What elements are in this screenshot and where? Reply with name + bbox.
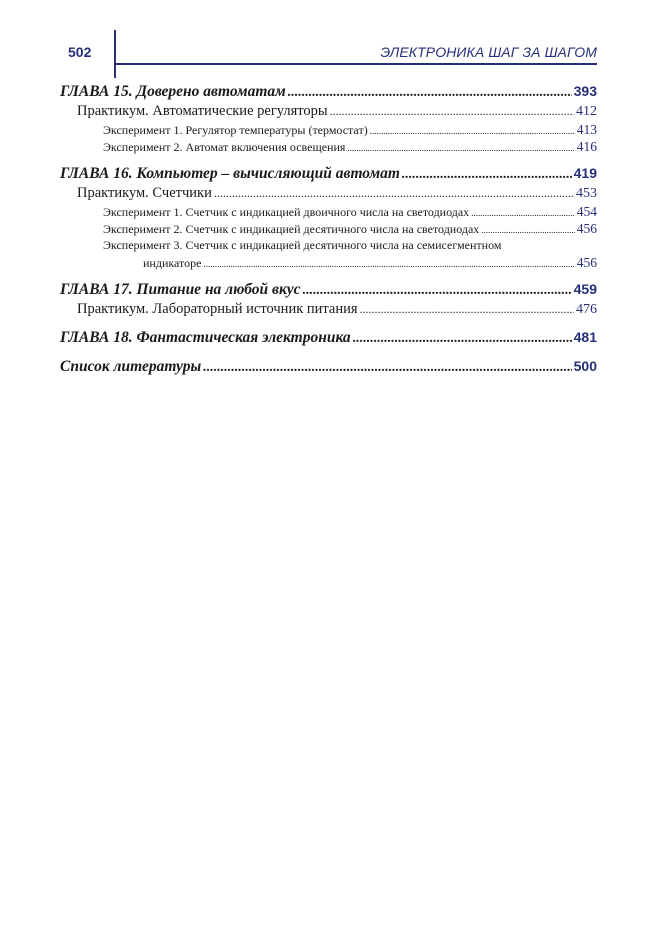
toc-leader-dots (203, 357, 571, 379)
toc-leader-dots (347, 140, 574, 157)
toc-experiment-15-2[interactable] (60, 138, 597, 155)
header-horizontal-rule (115, 63, 597, 65)
toc-leader-dots (214, 184, 574, 203)
toc-experiment-16-1[interactable] (60, 203, 597, 220)
toc-entry-title: ГЛАВА 17. Питание на любой вкус (60, 281, 301, 298)
toc-entry-page: 412 (576, 104, 597, 119)
toc-practicum-15[interactable] (60, 102, 597, 121)
toc-leader-dots (402, 164, 572, 186)
toc-chapter-18[interactable] (60, 326, 597, 348)
toc-entry-page: 456 (576, 255, 597, 270)
toc-entry-page: 476 (576, 302, 597, 317)
toc-chapter-15[interactable] (60, 80, 597, 102)
toc-bibliography[interactable] (60, 355, 597, 377)
toc-practicum-16[interactable] (60, 184, 597, 203)
toc-leader-dots (353, 328, 572, 350)
toc-entry-title: Эксперимент 1. Регулятор температуры (термостат) (103, 123, 368, 137)
toc-entry-title: Практикум. Лабораторный источник питания (77, 301, 358, 317)
toc-entry-page: 413 (576, 122, 597, 137)
toc-entry-title: ГЛАВА 16. Компьютер – вычисляющий автомат (60, 165, 400, 182)
toc-experiment-16-3[interactable] (60, 237, 597, 271)
toc-entry-page: 481 (573, 329, 597, 345)
toc-leader-dots (203, 256, 574, 273)
toc-entry-title: Эксперимент 2. Счетчик с индикацией десятичного числа на светодиодах (103, 222, 480, 236)
toc-entry-page: 500 (573, 358, 597, 374)
toc-entry-title: Эксперимент 1. Счетчик с индикацией двоичного числа на светодиодах (103, 205, 470, 219)
toc-chapter-16[interactable] (60, 162, 597, 184)
page-number: 502 (68, 44, 92, 60)
toc-entry-title: Практикум. Счетчики (77, 185, 212, 201)
toc-entry-title-line2: индикаторе (143, 256, 202, 270)
toc-leader-dots (471, 205, 575, 222)
table-of-contents (60, 80, 597, 377)
toc-entry-title: ГЛАВА 18. Фантастическая электроника (60, 329, 351, 346)
toc-entry-title-line1: Эксперимент 3. Счетчик с индикацией десятичного числа на семисегментном (103, 238, 502, 252)
toc-leader-dots (330, 102, 574, 121)
toc-entry-page: 416 (576, 139, 597, 154)
toc-leader-dots (360, 300, 574, 319)
header-vertical-rule (114, 30, 116, 78)
toc-leader-dots (288, 82, 572, 104)
running-title: ЭЛЕКТРОНИКА ШАГ ЗА ШАГОМ (380, 44, 597, 60)
toc-entry-page: 393 (573, 83, 597, 99)
toc-chapter-17[interactable] (60, 278, 597, 300)
toc-leader-dots (303, 280, 572, 302)
page-header (0, 0, 657, 80)
toc-experiment-16-2[interactable] (60, 220, 597, 237)
toc-entry-page: 456 (576, 221, 597, 236)
toc-entry-title: ГЛАВА 15. Доверено автоматам (60, 83, 286, 100)
toc-entry-page: 453 (576, 186, 597, 201)
toc-entry-page: 419 (573, 165, 597, 181)
toc-entry-page: 459 (573, 281, 597, 297)
toc-leader-dots (370, 123, 575, 140)
toc-entry-title: Эксперимент 2. Автомат включения освещения (103, 140, 346, 154)
toc-entry-page: 454 (576, 204, 597, 219)
toc-experiment-15-1[interactable] (60, 121, 597, 138)
toc-entry-title: Практикум. Автоматические регуляторы (77, 103, 328, 119)
toc-entry-title: Список литературы (60, 358, 202, 375)
toc-practicum-17[interactable] (60, 300, 597, 319)
